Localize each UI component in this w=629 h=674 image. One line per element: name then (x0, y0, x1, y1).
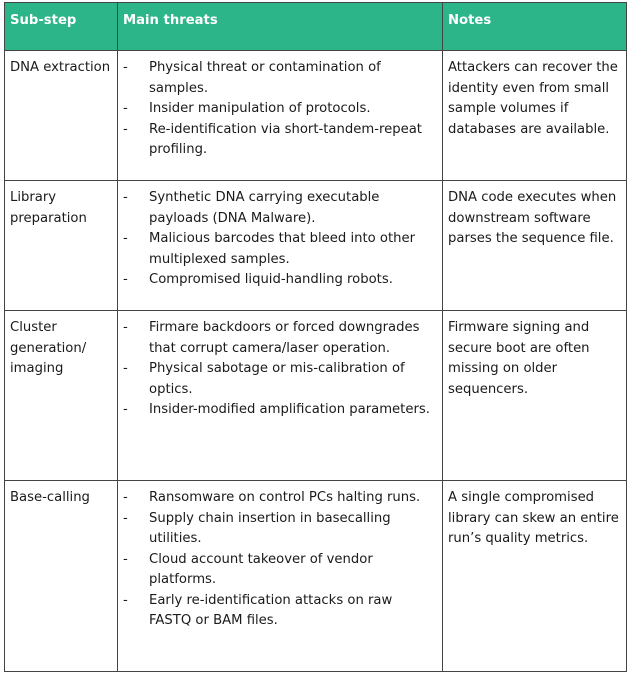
dash-bullet: - (123, 231, 128, 246)
substep-cell: Library preparation (5, 181, 118, 311)
substep-cell: Base-calling (5, 481, 118, 672)
threat-item (123, 488, 436, 509)
threat-text: Ransomware on control PCs halting runs. (149, 490, 421, 505)
dash-bullet: - (123, 361, 128, 376)
header-notes: Notes (443, 3, 627, 51)
threat-item (123, 58, 436, 99)
dash-bullet: - (123, 60, 128, 75)
threats-cell (118, 51, 443, 181)
dash-bullet: - (123, 320, 128, 335)
table-row (5, 181, 627, 311)
threat-text: Cloud account takeover of vendor platforms. (149, 551, 373, 587)
table-row (5, 311, 627, 481)
dash-bullet: - (123, 402, 128, 417)
dash-bullet: - (123, 490, 128, 505)
dash-bullet: - (123, 272, 128, 287)
threat-text: Re-identification via short-tandem-repeat profiling. (149, 121, 422, 157)
header-row (5, 3, 627, 51)
threat-text: Insider-modified amplification parameters. (149, 402, 430, 417)
threat-item (123, 400, 436, 421)
threat-item (123, 359, 436, 400)
threat-item (123, 509, 436, 550)
substep-cell: Cluster generation/ imaging (5, 311, 118, 481)
threat-item (123, 318, 436, 359)
threat-text: Compromised liquid-handling robots. (149, 272, 393, 287)
threat-text: Physical threat or contamination of samples. (149, 60, 381, 96)
threat-text: Synthetic DNA carrying executable payloads (DNA Malware). (149, 190, 380, 226)
dash-bullet: - (123, 592, 128, 608)
threat-list (123, 58, 436, 161)
dash-bullet: - (123, 510, 128, 526)
threat-text: Early re-identification attacks on raw FASTQ or BAM files. (149, 592, 393, 628)
notes-cell: Firmware signing and secure boot are often missing on older sequencers. (443, 311, 627, 481)
threat-item (123, 188, 436, 229)
substep-cell: DNA extraction (5, 51, 118, 181)
threat-item (123, 591, 436, 632)
threat-text: Insider manipulation of protocols. (149, 101, 371, 116)
notes-cell: DNA code executes when downstream software parses the sequence file. (443, 181, 627, 311)
threats-table (4, 2, 627, 672)
threats-cell (118, 481, 443, 672)
dash-bullet: - (123, 190, 128, 205)
dash-bullet: - (123, 101, 128, 116)
threat-item (123, 270, 436, 291)
threat-item (123, 120, 436, 161)
notes-cell: A single compromised library can skew an entire run’s quality metrics. (443, 481, 627, 672)
table-row (5, 51, 627, 181)
dash-bullet: - (123, 551, 128, 567)
threat-text: Malicious barcodes that bleed into other multiplexed samples. (149, 231, 416, 267)
notes-cell: Attackers can recover the identity even from small sample volumes if databases are available. (443, 51, 627, 181)
threat-item (123, 550, 436, 591)
threat-list (123, 188, 436, 291)
dash-bullet: - (123, 121, 128, 137)
threat-item (123, 99, 436, 120)
table-row (5, 481, 627, 672)
threats-cell (118, 311, 443, 481)
threat-list (123, 488, 436, 632)
threat-text: Supply chain insertion in basecalling utilities. (149, 510, 391, 546)
header-threats: Main threats (118, 3, 443, 51)
threat-list (123, 318, 436, 421)
header-substep: Sub-step (5, 3, 118, 51)
threat-text: Firmare backdoors or forced downgrades that corrupt camera/laser operation. (149, 320, 420, 356)
threat-text: Physical sabotage or mis-calibration of optics. (149, 361, 405, 397)
threats-cell (118, 181, 443, 311)
threat-item (123, 229, 436, 270)
